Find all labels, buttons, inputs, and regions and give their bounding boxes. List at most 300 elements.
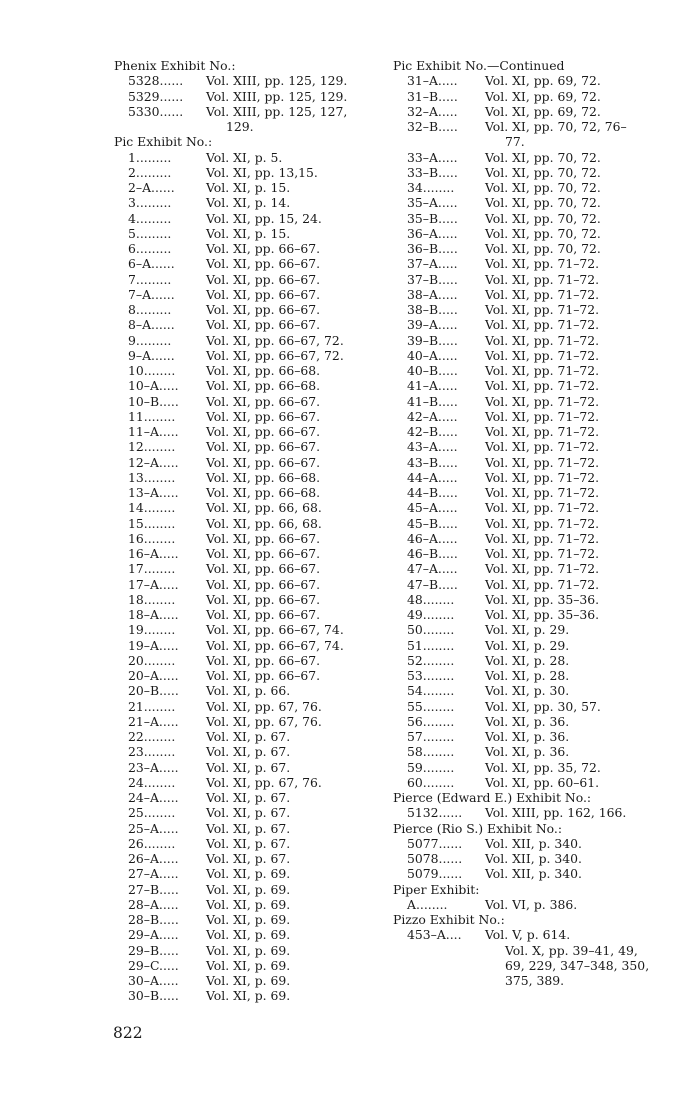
index-heading [393,912,648,927]
leader-dots: ..... [437,500,458,516]
leader-dots: ........ [422,774,455,790]
exhibit-number [407,744,454,759]
volume-reference: Vol. XI, pp. 66–67, 72. [206,347,344,363]
volume-reference: Vol. XI, pp. 71–72. [485,454,600,470]
exhibit-number [407,439,458,454]
exhibit-id: 17–A [128,576,159,592]
index-continuation [393,958,648,973]
exhibit-number [128,668,179,683]
exhibit-id: 39–B [407,332,439,348]
exhibit-id: 48 [407,591,423,607]
exhibit-id: 14 [128,500,144,516]
exhibit-number [128,912,179,927]
index-entry [114,577,364,592]
exhibit-id: 20–B [128,683,160,699]
exhibit-id: 32–A [407,103,438,119]
volume-reference: Vol. XI, p. 5. [206,149,283,165]
index-entry [114,150,364,165]
index-entry [393,500,648,515]
index-entry [393,333,648,348]
leader-dots: ........ [422,713,455,729]
volume-reference: Vol. XI, p. 67. [206,805,291,821]
index-entry [114,211,364,226]
leader-dots: ..... [437,530,458,546]
exhibit-id: 35–A [407,195,438,211]
exhibit-number [128,638,179,653]
volume-reference: Vol. XI, pp. 66–67. [206,424,321,439]
exhibit-number [407,638,454,653]
leader-dots: ..... [437,439,458,455]
leader-dots: ..... [158,485,179,500]
exhibit-number [407,195,458,210]
exhibit-number [407,470,458,485]
volume-reference: Vol. XI, pp. 35–36. [485,591,600,607]
exhibit-id: 60 [407,774,423,790]
exhibit-number [128,577,179,592]
index-entry [393,287,648,302]
exhibit-id: 12–A [128,454,159,470]
volume-reference: Vol. XI, pp. 66–67. [206,317,321,333]
index-entry [393,561,648,576]
leader-dots: ........ [415,896,448,912]
index-entry [393,363,648,378]
exhibit-number [407,592,454,607]
index-column-right [393,58,648,988]
exhibit-number [128,531,175,546]
leader-dots: ..... [437,469,458,485]
exhibit-id: 4 [128,210,136,226]
exhibit-id: 13–A [128,485,159,500]
volume-reference: Vol. XI, pp. 67, 76. [206,698,322,714]
index-entry [114,714,364,729]
volume-reference: Vol. XI, p. 15. [206,225,291,241]
exhibit-number [128,592,175,607]
exhibit-id: 43–B [407,454,439,470]
index-entry [393,439,648,454]
index-entry [114,775,364,790]
leader-dots: ..... [438,393,458,409]
leader-dots: ..... [158,866,179,882]
leader-dots: ...... [159,88,184,104]
exhibit-id: 6–A [128,256,152,272]
exhibit-number [407,668,454,683]
volume-reference: Vol. XI, p. 15. [206,180,291,195]
exhibit-id: 8 [128,302,136,317]
exhibit-id: 5132 [407,805,439,821]
index-entry [393,897,648,912]
exhibit-number [128,653,175,668]
index-entry [114,195,364,210]
index-entry [393,455,648,470]
exhibit-id: 46–B [407,546,439,561]
leader-dots: ........ [422,698,455,714]
exhibit-number [407,531,458,546]
exhibit-number [407,89,458,104]
leader-dots: ..... [438,332,458,348]
index-entry [393,256,648,271]
exhibit-id: 10 [128,363,144,378]
exhibit-id: 2–A [128,180,152,195]
index-continuation [393,134,648,149]
exhibit-number [128,683,179,698]
volume-reference: Vol. XI, p. 69. [206,942,291,958]
exhibit-number [407,561,458,576]
index-entry [393,531,648,546]
volume-reference: Vol. XI, pp. 70, 72. [485,149,601,165]
index-entry [114,729,364,744]
leader-dots: ..... [438,576,458,592]
volume-reference: Vol. XI, pp. 66–67. [206,271,321,287]
volume-reference: Vol. XI, pp. 71–72. [485,393,600,409]
index-entry [114,73,364,88]
exhibit-number [128,195,171,210]
leader-dots: ..... [158,759,179,775]
leader-dots: ..... [158,713,179,729]
volume-reference: Vol. XI, pp. 66–68. [206,363,321,378]
exhibit-number [407,714,454,729]
exhibit-number [128,561,175,576]
exhibit-id: 31–A [407,73,438,89]
volume-reference: Vol. XIII, pp. 125, 129. [206,88,348,104]
leader-dots: ........ [143,652,176,668]
leader-dots: ..... [158,546,179,561]
volume-reference: Vol. XI, pp. 66–67. [206,591,321,607]
continuation-text: 77. [505,134,525,150]
exhibit-id: 37–A [407,256,438,272]
exhibit-id: 44–A [407,469,438,485]
exhibit-number [407,577,458,592]
continuation-text: 375, 389. [505,973,565,988]
volume-reference: Vol. XII, p. 340. [485,851,582,866]
exhibit-number [128,439,175,454]
exhibit-id: A [407,896,416,912]
exhibit-number [128,333,171,348]
exhibit-id: 13 [128,469,144,485]
exhibit-number [407,424,458,439]
exhibit-number [128,378,179,393]
exhibit-number [407,272,458,287]
index-entry [393,424,648,439]
volume-reference: Vol. XI, p. 28. [485,652,570,668]
exhibit-id: 25–A [128,820,159,836]
exhibit-id: 25 [128,805,144,821]
volume-reference: Vol. XI, p. 29. [485,637,570,653]
exhibit-number [407,73,458,88]
exhibit-id: 5328 [128,73,160,89]
leader-dots: ........ [143,469,176,485]
exhibit-id: 23–A [128,759,159,775]
exhibit-number [128,805,175,820]
volume-reference: Vol. XI, pp. 66–67. [206,408,321,424]
volume-reference: Vol. XI, p. 69. [206,927,291,943]
index-entry [393,394,648,409]
leader-dots: ......... [135,164,172,180]
exhibit-id: 39–A [407,317,438,333]
volume-reference: Vol. XI, p. 36. [485,744,570,760]
exhibit-number [128,104,183,119]
volume-reference: Vol. XII, p. 340. [485,866,582,882]
index-entry [393,866,648,881]
exhibit-number [128,866,179,881]
leader-dots: ..... [158,424,179,439]
index-entry [393,409,648,424]
volume-reference: Vol. XI, pp. 71–72. [485,561,600,577]
exhibit-id: 43–A [407,439,438,455]
exhibit-number [128,302,171,317]
exhibit-number [128,424,179,439]
leader-dots: .... [445,927,462,943]
leader-dots: ..... [158,851,179,866]
index-entry [114,836,364,851]
continuation-text: 69, 229, 347–348, 350, [505,957,650,973]
exhibit-id: 5330 [128,103,160,119]
leader-dots: ......... [135,149,172,165]
heading-text: Pizzo Exhibit No.: [393,912,505,927]
index-entry [393,272,648,287]
leader-dots: ..... [159,881,179,897]
index-entry [114,958,364,973]
index-entry [114,638,364,653]
leader-dots: ..... [158,607,179,622]
index-continuation [393,943,648,958]
leader-dots: ........ [143,774,176,790]
index-entry [393,516,648,531]
leader-dots: ...... [151,180,175,195]
leader-dots: ........ [143,591,176,607]
exhibit-number [128,455,179,470]
index-heading [114,58,364,73]
exhibit-number [407,317,458,332]
index-entry [393,119,648,134]
exhibit-number [407,500,458,515]
index-entry [393,668,648,683]
volume-reference: Vol. XI, pp. 71–72. [485,317,600,333]
exhibit-id: 47–A [407,561,438,577]
volume-reference: Vol. XI, pp. 71–72. [485,485,600,500]
index-entry [114,622,364,637]
index-entry [393,180,648,195]
index-entry [393,165,648,180]
leader-dots: ........ [143,805,176,821]
leader-dots: ......... [135,225,172,241]
index-entry [114,104,364,119]
leader-dots: ..... [159,683,179,699]
index-entry [393,622,648,637]
exhibit-id: 44–B [407,485,439,500]
index-entry [393,714,648,729]
leader-dots: ..... [437,408,458,424]
index-entry [114,760,364,775]
exhibit-id: 52 [407,652,423,668]
index-heading [393,821,648,836]
leader-dots: ...... [151,347,175,363]
exhibit-number [128,744,175,759]
index-entry [393,729,648,744]
volume-reference: Vol. XI, pp. 66–67. [206,439,321,455]
leader-dots: ..... [437,73,458,89]
exhibit-id: 20 [128,652,144,668]
leader-dots: ..... [438,454,458,470]
leader-dots: ..... [158,637,179,653]
leader-dots: ........ [143,561,176,577]
exhibit-number [407,866,462,881]
exhibit-number [128,973,179,988]
volume-reference: Vol. XI, pp. 66, 68. [206,500,322,516]
volume-reference: Vol. XI, p. 36. [485,729,570,744]
index-entry [393,607,648,622]
index-entry [114,683,364,698]
leader-dots: ..... [159,912,179,927]
index-entry [393,851,648,866]
volume-reference: Vol. XI, pp. 35, 72. [485,759,601,775]
index-entry [114,607,364,622]
volume-reference: Vol. XI, pp. 66–68. [206,485,321,500]
volume-reference: Vol. XI, pp. 71–72. [485,332,600,348]
exhibit-id: 36–B [407,241,439,256]
index-entry [393,226,648,241]
index-entry [393,577,648,592]
volume-reference: Vol. XI, pp. 66–67. [206,393,321,409]
leader-dots: ........ [422,637,455,653]
exhibit-number [407,927,462,942]
leader-dots: ..... [437,149,458,165]
continuation-text: 129. [226,119,254,134]
exhibit-id: 7 [128,271,136,287]
volume-reference: Vol. XI, p. 67. [206,744,291,760]
leader-dots: ..... [438,363,458,378]
index-entry [393,211,648,226]
volume-reference: Vol. V, p. 614. [485,927,571,943]
volume-reference: Vol. XI, pp. 69, 72. [485,73,601,89]
index-entry [393,378,648,393]
volume-reference: Vol. XIII, pp. 125, 127, [206,103,348,119]
exhibit-number [407,165,458,180]
exhibit-id: 18–A [128,607,159,622]
leader-dots: ........ [422,759,455,775]
exhibit-number [128,165,171,180]
exhibit-id: 24–A [128,790,159,805]
leader-dots: ........ [143,363,176,378]
index-entry [114,668,364,683]
index-column-left [114,58,364,1004]
index-entry [114,531,364,546]
leader-dots: ..... [437,561,458,577]
volume-reference: Vol. XI, pp. 71–72. [485,363,600,378]
exhibit-number [407,729,454,744]
exhibit-number [407,348,458,363]
volume-reference: Vol. XI, pp. 15, 24. [206,210,322,226]
exhibit-id: 9 [128,332,136,348]
volume-reference: Vol. XI, pp. 66–67. [206,668,321,683]
leader-dots: ........ [422,668,455,683]
exhibit-id: 10–A [128,378,159,394]
exhibit-id: 33–A [407,149,438,165]
leader-dots: ..... [438,515,458,531]
exhibit-number [128,821,179,836]
exhibit-id: 46–A [407,530,438,546]
index-entry [114,592,364,607]
volume-reference: Vol. XI, pp. 71–72. [485,515,600,531]
exhibit-id: 38–B [407,302,439,317]
leader-dots: ........ [143,500,176,516]
index-entry [114,165,364,180]
index-entry [393,638,648,653]
volume-reference: Vol. XI, pp. 66–67. [206,652,321,668]
index-entry [114,470,364,485]
exhibit-number [407,150,458,165]
volume-reference: Vol. XI, pp. 71–72. [485,469,600,485]
exhibit-number [128,211,171,226]
exhibit-number [407,607,454,622]
index-entry [393,592,648,607]
exhibit-id: 55 [407,698,423,714]
index-heading [114,134,364,149]
index-entry [114,821,364,836]
volume-reference: Vol. XI, p. 69. [206,988,291,1004]
index-entry [114,546,364,561]
volume-reference: Vol. XI, p. 14. [206,195,291,211]
exhibit-number [407,287,458,302]
exhibit-number [128,882,179,897]
exhibit-id: 1 [128,149,136,165]
index-entry [114,287,364,302]
index-heading [393,790,648,805]
volume-reference: Vol. XI, pp. 66–67. [206,607,321,622]
exhibit-id: 41–A [407,378,438,394]
volume-reference: Vol. XI, pp. 69, 72. [485,88,601,104]
index-entry [114,424,364,439]
volume-reference: Vol. XI, pp. 71–72. [485,576,600,592]
leader-dots: ..... [437,317,458,333]
leader-dots: ..... [437,347,458,363]
exhibit-id: 34 [407,180,423,195]
volume-reference: Vol. XI, pp. 71–72. [485,424,600,439]
volume-reference: Vol. XI, pp. 70, 72. [485,180,601,195]
exhibit-number [128,836,175,851]
leader-dots: ........ [143,530,176,546]
exhibit-id: 41–B [407,393,439,409]
volume-reference: Vol. XI, pp. 66–67. [206,546,321,561]
volume-reference: Vol. XI, p. 67. [206,835,291,851]
exhibit-number [407,485,458,500]
exhibit-id: 19–A [128,637,159,653]
leader-dots: ........ [143,744,176,760]
index-entry [114,866,364,881]
exhibit-number [128,607,179,622]
exhibit-number [407,516,458,531]
index-entry [114,409,364,424]
volume-reference: Vol. XI, p. 67. [206,820,291,836]
exhibit-number [407,394,458,409]
exhibit-id: 21–A [128,713,159,729]
leader-dots: ..... [437,256,458,272]
leader-dots: ...... [438,835,463,851]
leader-dots: ........ [143,515,176,531]
leader-dots: ........ [422,180,455,195]
exhibit-id: 42–A [407,408,438,424]
leader-dots: ...... [438,851,463,866]
exhibit-id: 28–B [128,912,160,927]
index-entry [393,317,648,332]
volume-reference: Vol. VI, p. 386. [485,896,578,912]
exhibit-id: 5077 [407,835,439,851]
exhibit-number [407,622,454,637]
volume-reference: Vol. XI, pp. 35–36. [485,607,600,622]
exhibit-number [407,241,458,256]
exhibit-number [407,211,458,226]
leader-dots: ..... [158,668,179,683]
exhibit-number [407,455,458,470]
